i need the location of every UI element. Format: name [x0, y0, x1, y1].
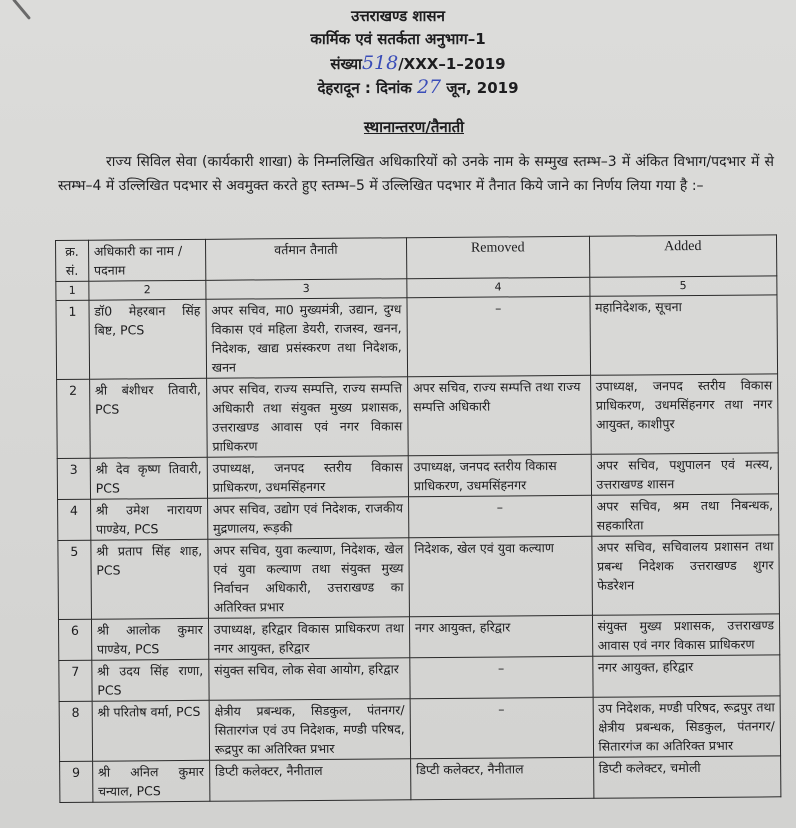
table-row [58, 614, 779, 661]
place-date-prefix: देहरादून : दिनांक [317, 79, 412, 97]
date-suffix: जून, 2019 [446, 79, 519, 97]
table-row [59, 696, 780, 762]
removed-posting-cell: – [410, 656, 593, 698]
removed-posting-cell: निदेशक, खेल एवं युवा कल्याण [409, 536, 592, 616]
government-heading: उत्तराखण्ड शासन [351, 7, 445, 25]
place-date [20, 76, 796, 98]
order-number [20, 52, 796, 74]
removed-posting-cell: – [407, 296, 590, 376]
table-header-row [56, 235, 777, 282]
serial-number-cell: 2 [57, 379, 90, 458]
current-posting-cell: अपर सचिव, मा0 मुख्यमंत्री, उद्यान, दुग्ध विकास एवं महिला डेयरी, राजस्व, खनन, निदेशक, खाद्य प्रसंस्करण तथा निदेशक, खनन [206, 298, 408, 379]
removed-posting-cell: उपाध्यक्ष, जनपद स्तरीय विकास प्राधिकरण, उधमसिंहनगर [408, 454, 591, 496]
removed-posting-cell: – [408, 495, 591, 537]
table-row [57, 453, 778, 500]
serial-number-cell: 5 [58, 540, 91, 619]
subject-heading: स्थानान्तरण/तैनाती [363, 118, 465, 136]
column-number: 5 [589, 276, 777, 296]
removed-posting-cell: अपर सचिव, राज्य सम्पत्ति तथा राज्य सम्पत्ति अधिकारी [407, 375, 590, 455]
order-number-handwritten: 518 [361, 52, 399, 74]
current-posting-cell: क्षेत्रीय प्रबन्धक, सिडकुल, पंतनगर/सितारगंज एवं उप निदेशक, मण्डी परिषद, रूद्रपुर का अतिरिक्त प्रभार [209, 699, 411, 761]
table-row [59, 655, 780, 702]
officer-name-cell: श्री प्रताप सिंह शाह, PCS [91, 539, 209, 619]
serial-number-cell: 4 [58, 499, 91, 540]
removed-posting-cell: नगर आयुक्त, हरिद्वार [409, 615, 592, 657]
added-posting-cell: महानिदेशक, सूचना [589, 295, 777, 375]
added-posting-cell: डिप्टी कलेक्टर, चमोली [593, 756, 781, 798]
removed-posting-cell: – [410, 697, 593, 758]
table-row [60, 756, 781, 803]
column-number: 4 [407, 277, 590, 297]
serial-number-cell: 6 [58, 619, 91, 660]
header-name: अधिकारी का नाम /पदनाम [88, 239, 205, 281]
serial-number-cell: 8 [59, 701, 92, 761]
table-body [56, 295, 781, 803]
current-posting-cell: उपाध्यक्ष, हरिद्वार विकास प्राधिकरण तथा नगर आयुक्त, हरिद्वार [208, 617, 409, 660]
current-posting-cell: अपर सचिव, उद्योग एवं निदेशक, राजकीय मुद्रणालय, रूड़की [207, 497, 408, 540]
column-number: 2 [89, 280, 206, 300]
order-paragraph: राज्य सिविल सेवा (कार्यकारी शाखा) के निम्नलिखित अधिकारियों को उनके नाम के सम्मुख स्तम्भ–3 में अंकित विभाग/पदभार में से स्तम्भ–4 में उल्लिखित पदभार से अवमुक्त करते हुए स्तम्भ–5 में उल्लिखित पदभार में तैनात किये जाने का निर्णय लिया गया है :– [58, 154, 774, 194]
table-row [58, 535, 780, 620]
serial-number-cell: 1 [56, 300, 89, 379]
header-current: वर्तमान तैनाती [205, 238, 406, 281]
column-number: 3 [206, 279, 407, 300]
column-number: 1 [56, 281, 89, 300]
table-row [58, 494, 779, 541]
added-posting-cell: अपर सचिव, श्रम तथा निबन्धक, सहकारिता [591, 494, 779, 536]
table-row [56, 295, 778, 380]
department-heading: कार्मिक एवं सतर्कता अनुभाग–1 [310, 30, 486, 48]
added-posting-cell: संयुक्त मुख्य प्रशासक, उत्तराखण्ड आवास एवं नगर विकास प्राधिकरण [592, 614, 780, 656]
serial-number-cell: 7 [59, 660, 92, 701]
removed-posting-cell: डिप्टी कलेक्टर, नैनीताल [410, 757, 593, 799]
serial-number-cell: 9 [60, 761, 93, 802]
current-posting-cell: अपर सचिव, राज्य सम्पत्ति, राज्य सम्पत्ति अधिकारी तथा संयुक्त मुख्य प्रशासक, उत्तराखण्ड आवास एवं नगर विकास प्राधिकरण [206, 377, 408, 458]
officer-name-cell: श्री परितोष वर्मा, PCS [92, 700, 210, 761]
added-posting-cell: अपर सचिव, पशुपालन एवं मत्स्य, उत्तराखण्ड शासन [591, 453, 779, 495]
serial-number-cell: 3 [57, 458, 90, 499]
officer-name-cell: श्री उदय सिंह राणा, PCS [92, 659, 209, 701]
current-posting-cell: उपाध्यक्ष, जनपद स्तरीय विकास प्राधिकरण, उधमसिंहनगर [207, 456, 408, 499]
current-posting-cell: अपर सचिव, युवा कल्याण, निदेशक, खेल एवं युवा कल्याण तथा संयुक्त मुख्य निर्वाचन अधिकारी, उत्तराखण्ड का अतिरिक्त प्रभार [208, 538, 410, 619]
officer-name-cell: श्री उमेश नारायण पाण्डेय, PCS [90, 498, 207, 540]
header-sno: क्र. सं. [56, 240, 89, 281]
added-posting-cell: उपाध्यक्ष, जनपद स्तरीय विकास प्राधिकरण, उधमसिंहनगर तथा नगर आयुक्त, काशीपुर [590, 374, 778, 454]
order-number-prefix: संख्या [330, 55, 362, 73]
officer-name-cell: श्री बंशीधर तिवारी, PCS [89, 378, 207, 458]
officer-name-cell: डॉ0 मेहरबान सिंह बिष्ट, PCS [89, 299, 207, 379]
header-added: Added [589, 235, 777, 277]
header-removed: Removed [406, 236, 589, 278]
officer-name-cell: श्री अनिल कुमार चन्याल, PCS [92, 760, 209, 802]
current-posting-cell: डिप्टी कलेक्टर, नैनीताल [209, 759, 410, 802]
officer-name-cell: श्री देव कृष्ण तिवारी, PCS [90, 457, 207, 499]
added-posting-cell: उप निदेशक, मण्डी परिषद, रूद्रपुर तथा क्षेत्रीय प्रबन्धक, सिडकुल, पंतनगर/सितारगंज का अतिरिक्त प्रभार [593, 696, 781, 757]
officer-name-cell: श्री आलोक कुमार पाण्डेय, PCS [91, 618, 208, 660]
added-posting-cell: अपर सचिव, सचिवालय प्रशासन तथा प्रबन्ध निदेशक उत्तराखण्ड शुगर फेडरेशन [591, 535, 779, 615]
date-handwritten: 27 [416, 76, 442, 98]
added-posting-cell: नगर आयुक्त, हरिद्वार [592, 655, 780, 697]
transfer-table [55, 234, 781, 803]
order-number-suffix: /XXX–1–2019 [398, 55, 506, 73]
table-row [57, 374, 779, 459]
current-posting-cell: संयुक्त सचिव, लोक सेवा आयोग, हरिद्वार [209, 658, 410, 701]
